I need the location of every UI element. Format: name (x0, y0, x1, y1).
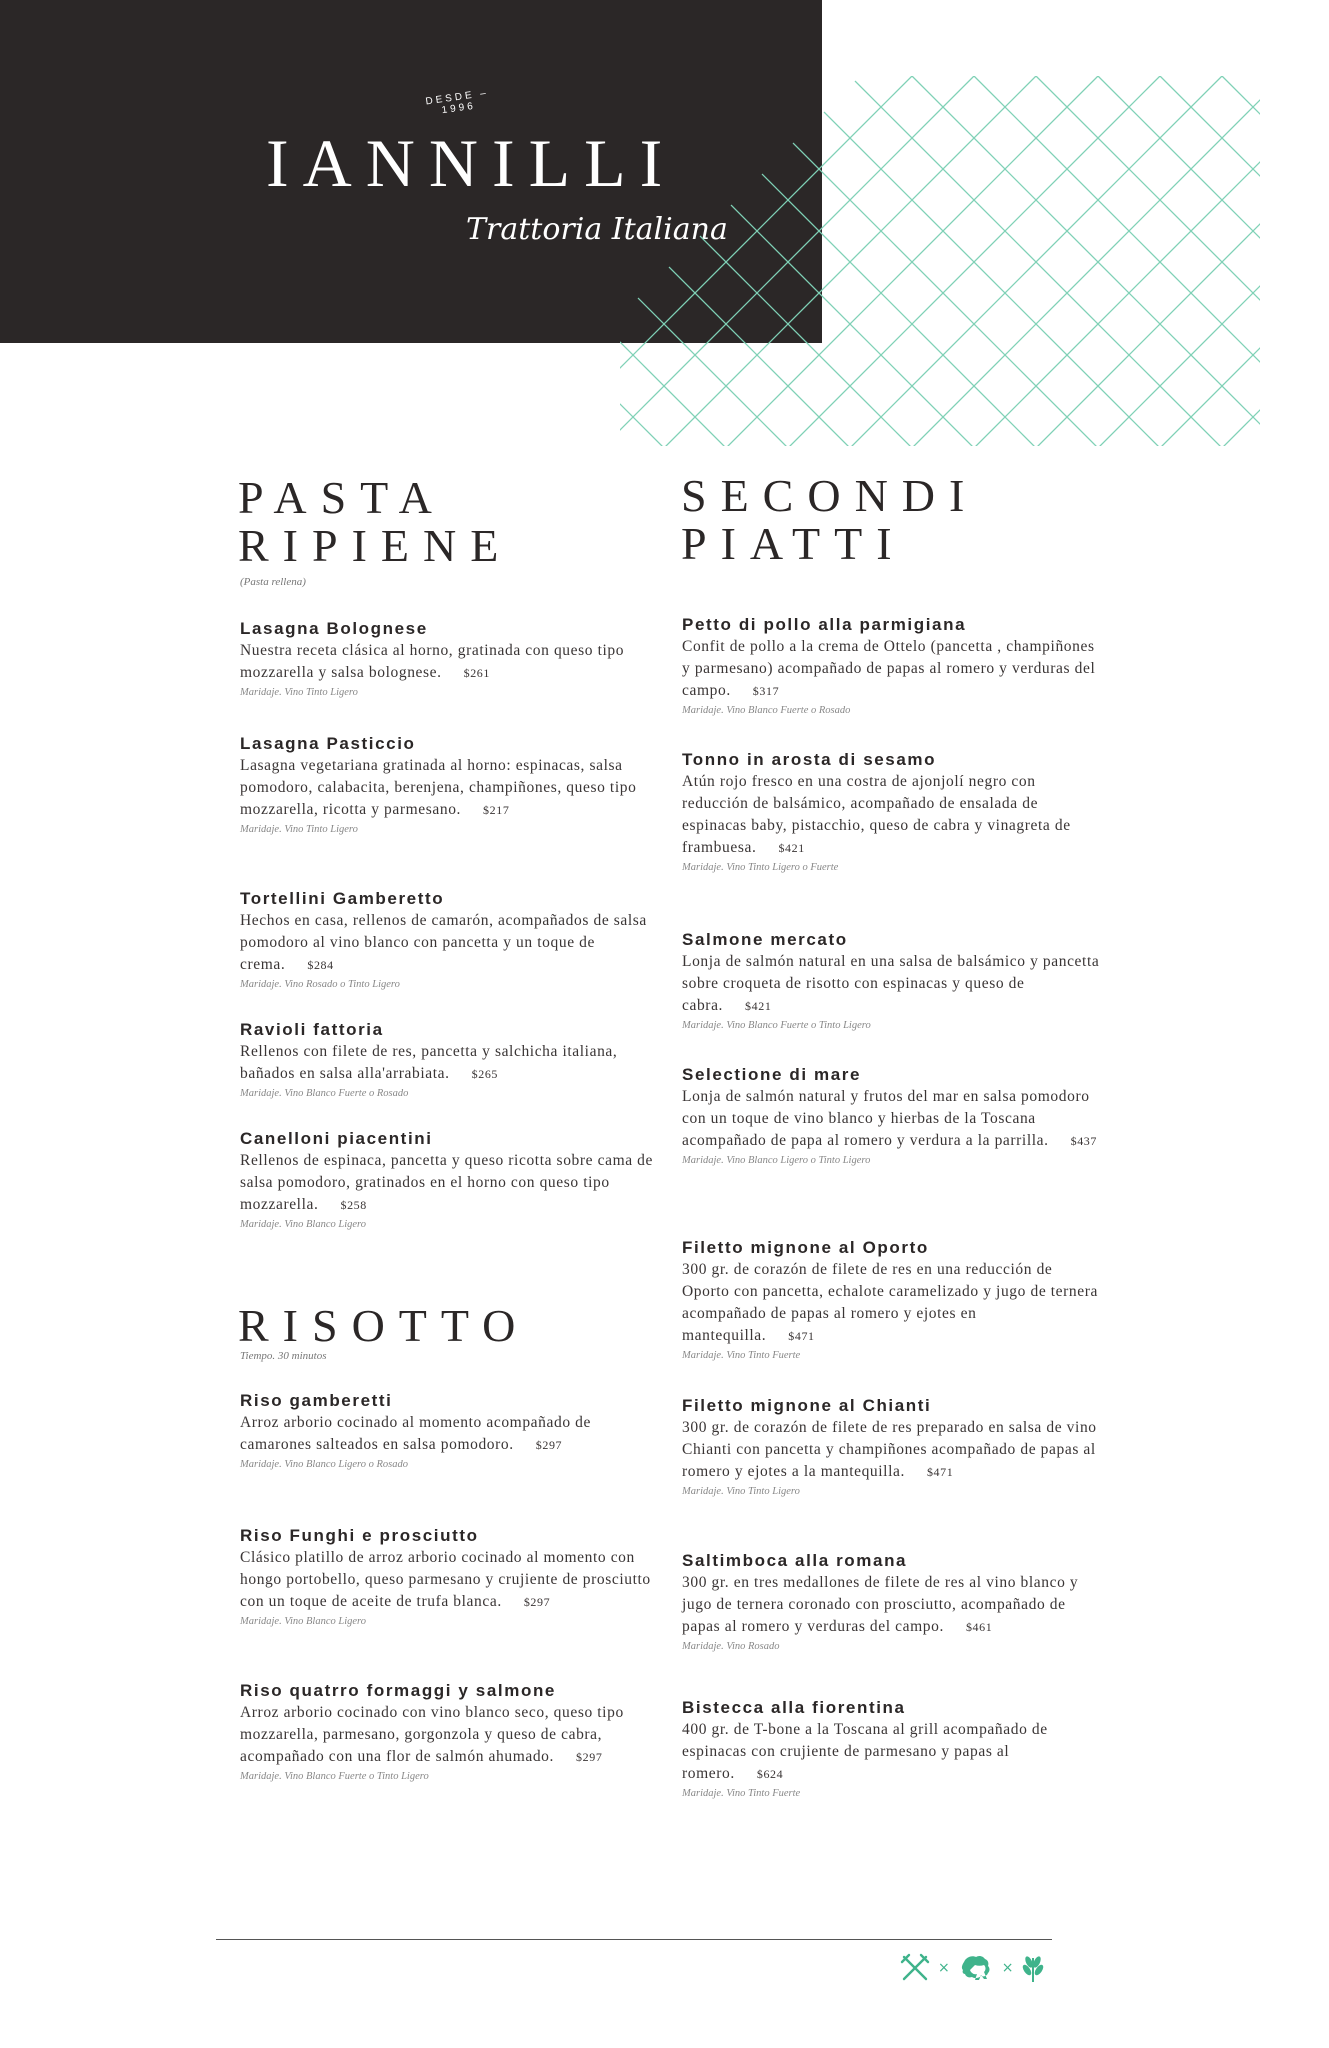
crossed-swords-icon (900, 1953, 930, 1983)
menu-item (240, 1019, 660, 1102)
item-price: $217 (483, 803, 510, 817)
item-desc: Clásico platillo de arroz arborio cocinado al momento con hongo portobello, queso parmesano y crujiente de prosciutto con un toque de aceite de trufa blanca. (240, 1549, 651, 1610)
item-price: $297 (535, 1438, 563, 1452)
menu-item (240, 1390, 660, 1473)
item-pairing: Maridaje. Vino Blanco Fuerte o Tinto Ligero (240, 1771, 429, 1782)
item-desc: Rellenos de espinaca, pancetta y queso ricotta sobre cama de salsa pomodoro, gratinados en el horno con queso tipo mozzarella. (240, 1152, 654, 1213)
menu-item (682, 929, 1102, 1034)
menu-item (240, 888, 660, 993)
item-pairing: Maridaje. Vino Tinto Ligero (240, 824, 358, 835)
wheat-icon (1021, 1952, 1045, 1984)
item-pairing: Maridaje. Vino Tinto Fuerte (682, 1350, 801, 1361)
item-price: $261 (463, 666, 491, 680)
footer-divider (216, 1939, 1052, 1940)
item-name: Tonno in arosta di sesamo (682, 750, 937, 769)
menu-item (682, 1237, 1102, 1364)
item-pairing: Maridaje. Vino Blanco Fuerte o Rosado (682, 705, 851, 716)
item-pairing: Maridaje. Vino Blanco Ligero (240, 1616, 366, 1627)
item-name: Saltimboca alla romana (682, 1551, 908, 1570)
item-name: Riso quatrro formaggi y salmone (240, 1681, 556, 1700)
item-desc: Lonja de salmón natural en una salsa de balsámico y pancetta sobre croqueta de risotto con espinacas y queso de cabra. (682, 953, 1100, 1014)
item-name: Lasagna Pasticcio (240, 734, 416, 753)
footer-separator: × (1001, 1960, 1014, 1976)
menu-item (682, 1395, 1102, 1500)
item-price: $437 (1070, 1134, 1098, 1148)
menu-item (240, 1525, 660, 1630)
lion-icon (958, 1952, 994, 1984)
item-price: $471 (788, 1329, 815, 1343)
item-name: Lasagna Bolognese (240, 619, 428, 638)
footer-separator: × (938, 1960, 950, 1976)
item-pairing: Maridaje. Vino Tinto Ligero (682, 1486, 800, 1497)
menu-item (240, 733, 660, 838)
item-pairing: Maridaje. Vino Rosado (682, 1641, 780, 1652)
item-desc: Lasagna vegetariana gratinada al horno: espinacas, salsa pomodoro, calabacita, berenjena, champiñones, queso tipo mozzarella, ricotta y parmesano. (240, 757, 637, 818)
item-desc: 400 gr. de T-bone a la Toscana al grill acompañado de espinacas con crujiente de parmesano y papas al romero. (682, 1721, 1048, 1782)
item-name: Ravioli fattoria (240, 1020, 384, 1039)
section-subtitle-pasta: (Pasta rellena) (240, 576, 306, 588)
item-price: $461 (965, 1620, 993, 1634)
item-desc: Rellenos con filete de res, pancetta y salchicha italiana, bañados en salsa alla'arrabiata. (240, 1043, 618, 1082)
item-desc: Confit de pollo a la crema de Ottelo (pancetta , champiñones y parmesano) acompañado de papas al romero y verduras del campo. (682, 638, 1096, 699)
since-label: DESDE – 1996 (424, 87, 490, 117)
item-pairing: Maridaje. Vino Blanco Ligero o Rosado (240, 1459, 408, 1470)
item-pairing: Maridaje. Vino Tinto Ligero o Fuerte (682, 862, 839, 873)
item-desc: 300 gr. de corazón de filete de res preparado en salsa de vino Chianti con pancetta y champiñones acompañado de papas al romero y ejotes a la mantequilla. (682, 1419, 1097, 1480)
item-name: Riso gamberetti (240, 1391, 393, 1410)
brand-logo: IANNILLI (266, 125, 677, 201)
menu-item (240, 1128, 660, 1233)
item-price: $421 (778, 841, 805, 855)
menu-item (240, 618, 660, 701)
item-name: Riso Funghi e prosciutto (240, 1526, 479, 1545)
menu-item (682, 1697, 1102, 1802)
item-name: Filetto mignone al Oporto (682, 1238, 929, 1257)
item-price: $297 (523, 1595, 551, 1609)
item-price: $284 (307, 958, 334, 972)
item-desc: Arroz arborio cocinado al momento acompañado de camarones salteados en salsa pomodoro. (240, 1414, 591, 1453)
item-name: Bistecca alla fiorentina (682, 1698, 906, 1717)
item-name: Filetto mignone al Chianti (682, 1396, 932, 1415)
item-price: $317 (752, 684, 780, 698)
item-pairing: Maridaje. Vino Blanco Ligero o Tinto Ligero (682, 1155, 871, 1166)
item-price: $265 (471, 1067, 499, 1081)
item-price: $297 (576, 1750, 603, 1764)
item-desc: Atún rojo fresco en una costra de ajonjolí negro con reducción de balsámico, acompañado de ensalada de espinacas baby, pistacchio, queso de cabra y vinagreta de frambuesa. (682, 773, 1071, 856)
item-name: Tortellini Gamberetto (240, 889, 445, 908)
item-pairing: Maridaje. Vino Rosado o Tinto Ligero (240, 979, 400, 990)
brand-tagline: Trattoria Italiana (466, 212, 728, 247)
item-pairing: Maridaje. Vino Blanco Ligero (240, 1219, 366, 1230)
item-name: Selectione di mare (682, 1065, 862, 1084)
item-desc: Arroz arborio cocinado con vino blanco seco, queso tipo mozzarella, parmesano, gorgonzola y queso de cabra, acompañado con una flor de salmón ahumado. (240, 1704, 624, 1765)
section-subtitle-risotto: Tiempo. 30 minutos (240, 1350, 327, 1362)
menu-item (682, 614, 1102, 719)
item-price: $471 (926, 1465, 954, 1479)
item-name: Salmone mercato (682, 930, 848, 949)
item-desc: Hechos en casa, rellenos de camarón, acompañados de salsa pomodoro al vino blanco con pancetta y un toque de crema. (240, 912, 647, 973)
menu-item (240, 1680, 660, 1785)
item-pairing: Maridaje. Vino Blanco Fuerte o Tinto Ligero (682, 1020, 871, 1031)
lattice-pattern-icon (620, 76, 1260, 446)
section-title-secondi: SECONDI PIATTI (681, 470, 979, 569)
item-name: Canelloni piacentini (240, 1129, 433, 1148)
item-desc: Lonja de salmón natural y frutos del mar en salsa pomodoro con un toque de vino blanco y hierbas de la Toscana acompañado de papa al romero y verdura a la parrilla. (682, 1088, 1090, 1149)
item-desc: 300 gr. de corazón de filete de res en una reducción de Oporto con pancetta, echalote caramelizado y jugo de ternera acompañado de papas al romero y ejotes en mantequilla. (682, 1261, 1098, 1344)
item-price: $421 (745, 999, 772, 1013)
section-title-risotto: RISOTTO (238, 1300, 530, 1351)
section-title-pasta: PASTA RIPIENE (238, 472, 513, 571)
item-pairing: Maridaje. Vino Tinto Ligero (240, 687, 358, 698)
menu-item (682, 1064, 1102, 1169)
item-pairing: Maridaje. Vino Blanco Fuerte o Rosado (240, 1088, 409, 1099)
item-name: Petto di pollo alla parmigiana (682, 615, 967, 634)
item-desc: Nuestra receta clásica al horno, gratinada con queso tipo mozzarella y salsa bolognese. (240, 642, 625, 681)
item-desc: 300 gr. en tres medallones de filete de res al vino blanco y jugo de ternera coronado con prosciutto, acompañado de papas al romero y verduras del campo. (682, 1574, 1079, 1635)
menu-item (682, 749, 1102, 876)
item-price: $624 (756, 1767, 784, 1781)
footer-emblems (900, 1952, 1045, 1984)
menu-item (682, 1550, 1102, 1655)
item-pairing: Maridaje. Vino Tinto Fuerte (682, 1788, 801, 1799)
item-price: $258 (340, 1198, 367, 1212)
